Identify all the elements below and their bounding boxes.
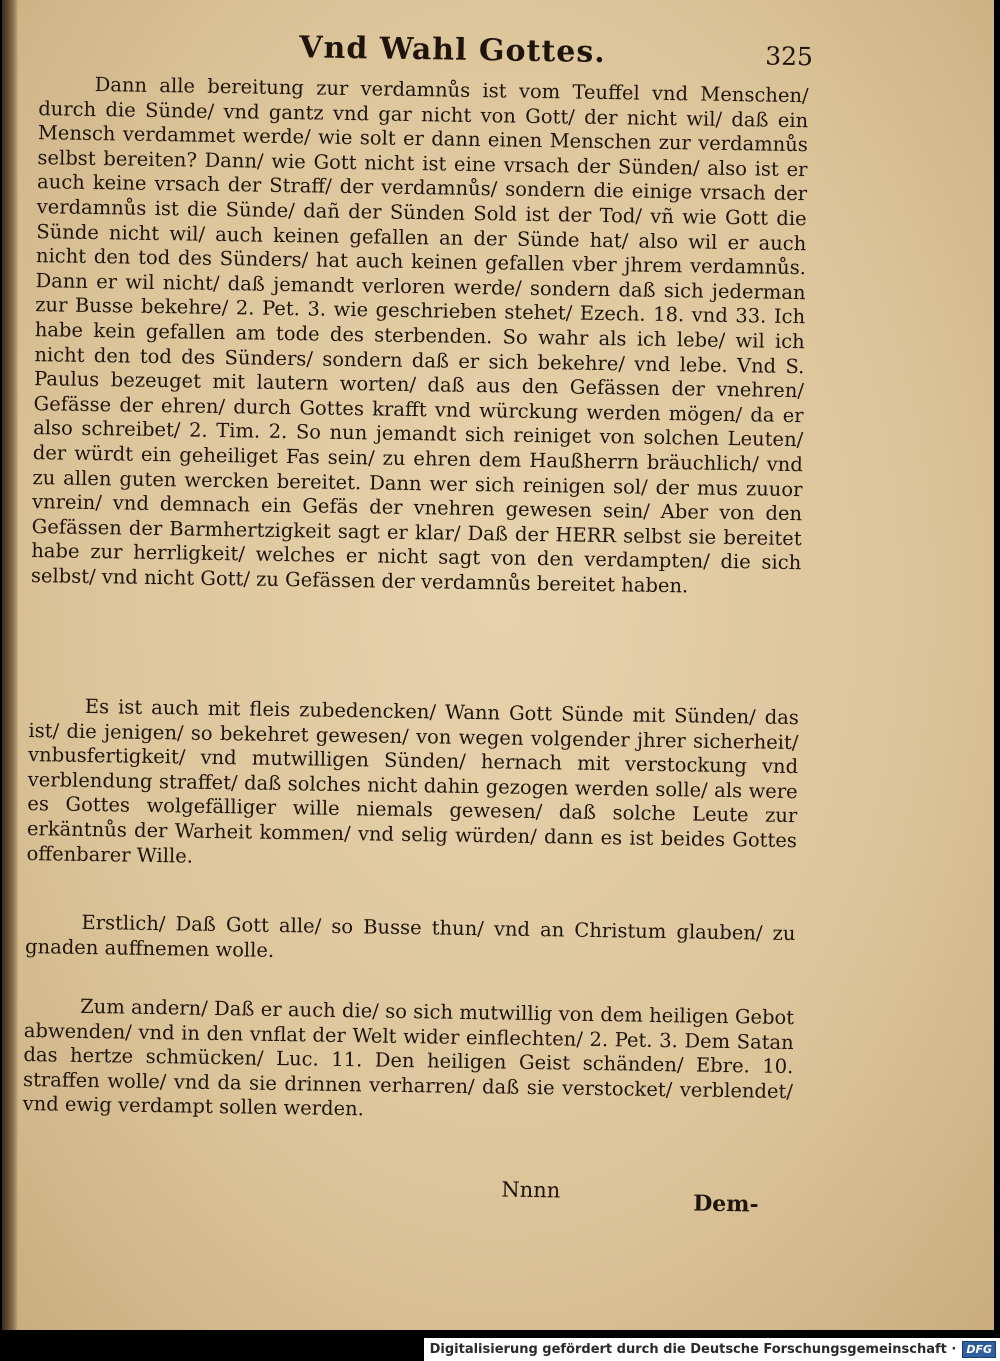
credit-text: Digitalisierung gefördert durch die Deutsche Forschungsgemeinschaft · [429, 1342, 957, 1357]
book-page [2, 0, 994, 1330]
text-block [11, 0, 814, 1330]
paragraph-4: Zum andern/ Daß er auch die/ so sich mutwillig von dem heiligen Gebot abwenden/ vnd in den vnflat der Welt wider einflechten/ 2. Pet. 3. Dem Satan das hertze schmücken/ Luc. 11. Den heiligen Geist schänden/ Ebre. 10. straffen wolle/ vnd da sie drinnen verharren/ daß sie verstocket/ verblendet/ vnd ewig verdampt sollen werden. [22, 994, 795, 1121]
paragraph-2: Es ist auch mit fleis zubedencken/ Wann Gott Sünde mit Sünden/ das ist/ die jenigen/ so bekehret gewesen/ von wegen volgender jhrer sicherheit/ vnbusfertigkeit/ vnd mutwilligen Sünden/ hernach mit verstockung vnd verblendung straffet/ daß solches nicht dahin gezogen werden solle/ als were es Gottes wolgefälliger wille niemals gewesen/ daß solche Leute zur erkäntnůs der Warheit kommen/ vnd selig würden/ dann es ist beides Gottes offenbarer Wille. [26, 694, 800, 868]
catchword: Dem- [692, 1190, 759, 1218]
signature-mark: Nnnn [501, 1177, 561, 1203]
dfg-logo-icon: DFG [962, 1341, 996, 1358]
digitization-credit [424, 1338, 1000, 1361]
paragraph-3: Erstlich/ Daß Gott alle/ so Busse thun/ vnd an Christum glauben/ zu gnaden auffnemen wolle. [24, 910, 796, 962]
running-title: Vnd Wahl Gottes. [299, 30, 606, 71]
paragraph-1: Dann alle bereitung zur verdamnůs ist vom Teuffel vnd Menschen/ durch die Sünde/ vnd gantz vnd gar nicht von Gott/ der nicht wil/ daß ein Mensch verdammet werde/ wie solt er dann einen Menschen zur verdamnůs selbst bereiten? Dann/ wie Gott nicht ist eine vrsach der Sünden/ also ist er auch keine vrsach der Straff/ der verdamnůs/ sondern die einige vrsach der verdamnůs ist die Sünde/ dañ der Sünden Sold ist der Tod/ vñ wie Gott die Sünde nicht wil/ auch keinen gefallen an der Sünde hat/ also wil er auch nicht den tod des Sünders/ hat auch keinen gefallen vber jhrem verdamnůs. Dann er wil nicht/ daß jemandt verloren werde/ sondern daß sich jederman zur Busse bekehre/ 2. Pet. 3. wie geschrieben stehet/ Ezech. 18. vnd 33. Ich habe kein gefallen am tode des sterbenden. So wahr als ich lebe/ wil ich nicht den tod des Sünders/ sondern daß er sich bekehre/ vnd lebe. Vnd S. Paulus bezeuget mit lautern worten/ daß aus den Gefässen der vnehren/ Gefässe der ehren/ durch Gottes krafft vnd würckung werden mögen/ da er also schreibet/ 2. Tim. 2. So nun jemandt sich reiniget von solchen Leuten/ der würdt ein geheiliget Fas sein/ zu ehren dem Haußherrn bräuchlich/ vnd zu allen guten wercken bereitet. Dann wer sich reinigen sol/ der mus zuuor vnrein/ vnd demnach ein Gefäs der vnehren gewesen sein/ Aber von den Gefässen der Barmhertzigkeit sagt er klar/ Daß der HERR selbst sie bereitet habe zur herrligkeit/ welches er nicht sagt von den verdampten/ die sich selbst/ vnd nicht Gott/ zu Gefässen der verdamnůs bereitet haben. [30, 72, 809, 598]
page-number: 325 [764, 41, 814, 72]
